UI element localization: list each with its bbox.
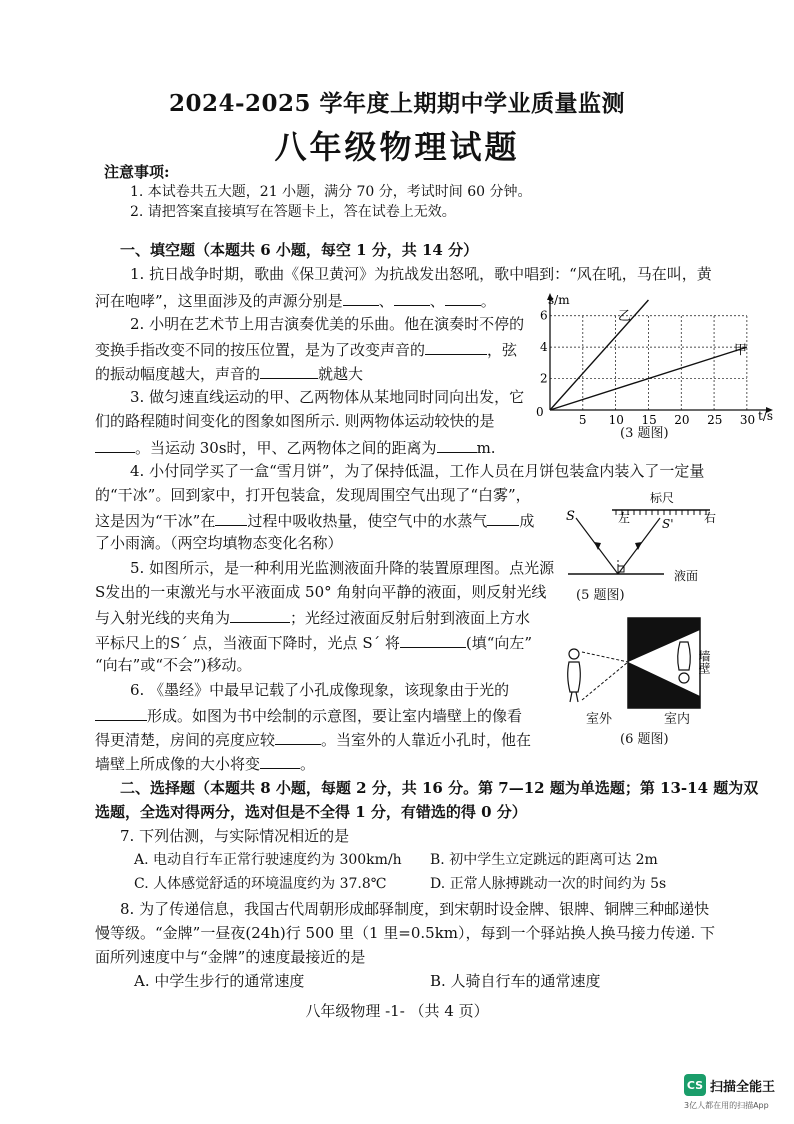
q6-text-a: 形成。如图为书中绘制的示意图，要让室内墙壁上的像看 — [147, 707, 523, 725]
q5-line3 — [95, 608, 530, 626]
q1-blank-3[interactable] — [445, 291, 481, 306]
q6-line3 — [95, 730, 531, 748]
q5-text-d: (填“向左” — [465, 634, 533, 652]
q8-line2: 慢等级。“金牌”一昼夜(24h)行 500 里（1 里=0.5km），每到一个驿站换人换马接力传递. 下 — [95, 924, 716, 942]
q5-line1: 5. 如图所示，是一种利用光监测液面升降的装置原理图。点光源 — [130, 559, 555, 577]
q6-line4 — [95, 754, 315, 772]
q1-text: 河在咆哮”，这里面涉及的声源分别是 — [95, 292, 343, 310]
fig3-xtick-label: 25 — [707, 413, 723, 427]
q2-blank-1[interactable] — [425, 340, 487, 355]
section1-heading: 一、填空题（本题共 6 小题，每空 1 分，共 14 分） — [120, 241, 479, 259]
fig3-ytick-label: 2 — [540, 371, 548, 386]
q1-blank-1[interactable] — [343, 291, 379, 306]
q1-sep-1: 、 — [378, 292, 394, 310]
q4-line3 — [95, 511, 534, 529]
q3-line1: 3. 做匀速直线运动的甲、乙两物体从某地同时同向出发，它 — [130, 388, 525, 406]
q5-text-a: 与入射光线的夹角为 — [95, 609, 231, 627]
q1-line2 — [95, 291, 496, 309]
exam-subtitle: 八年级物理试题 — [274, 128, 520, 166]
q6-blank-2[interactable] — [275, 730, 321, 745]
notice-heading: 注意事项: — [104, 163, 170, 181]
fig5-label-s-prime: S' — [662, 517, 674, 531]
section2-heading-1: 二、选择题（本题共 8 小题，每题 2 分，共 16 分。第 7—12 题为单选题；第 13-14 题为双 — [120, 779, 759, 797]
fig3-xlabel: t/s — [758, 409, 774, 423]
notice-item-1: 1. 本试卷共五大题，21 小题，满分 70 分，考试时间 60 分钟。 — [130, 184, 532, 200]
fig3-xtick-label: 20 — [674, 413, 690, 427]
q8-line1: 8. 为了传递信息，我国古代周朝形成邮驿制度，到宋朝时设金牌、银牌、铜牌三种邮递快 — [120, 900, 710, 918]
q8-line3: 面所列速度中与“金牌”的速度最接近的是 — [95, 948, 366, 966]
fig3-ytick-label: 4 — [540, 340, 548, 355]
q2-blank-2[interactable] — [260, 364, 318, 379]
q8-option-b[interactable]: B. 人骑自行车的通常速度 — [430, 972, 601, 990]
fig5-label-liquid: 液面 — [674, 569, 699, 583]
q3-line3 — [95, 438, 496, 456]
fig5-label-ruler: 标尺 — [650, 491, 675, 505]
scanner-logo-icon: CS — [684, 1074, 706, 1096]
q2-text-c: 的振动幅度越大，声音的 — [95, 365, 261, 383]
q5-line4 — [95, 633, 532, 651]
q4-blank-2[interactable] — [487, 511, 519, 526]
q2-line3 — [95, 364, 363, 382]
fig6-label-outside: 室外 — [586, 712, 613, 727]
page-footer: 八年级物理 -1- （共 4 页） — [305, 1002, 489, 1020]
scanner-tagline: 3亿人都在用的扫描App — [684, 1101, 769, 1110]
q6-line1: 6. 《墨经》中最早记载了小孔成像现象，该现象由于光的 — [130, 681, 510, 699]
q6-text-b: 得更清楚，房间的亮度应较 — [95, 731, 276, 749]
fig6-label-wall: 墙壁 — [697, 650, 711, 674]
q4-text-b: 过程中吸收热量，使空气中的水蒸气 — [247, 512, 488, 530]
q3-blank-1[interactable] — [95, 438, 135, 453]
q5-blank-1[interactable] — [230, 608, 290, 623]
q6-text-d: 墙壁上所成像的大小将变 — [95, 755, 261, 773]
q7-option-c[interactable]: C. 人体感觉舒适的环境温度约为 37.8℃ — [134, 876, 387, 892]
q2-line2 — [95, 340, 517, 358]
fig6-person-outside — [568, 649, 581, 702]
fig3-xtick-label: 10 — [608, 413, 624, 427]
fig3-series-jia-label: 甲 — [734, 343, 748, 358]
q1-end: 。 — [480, 292, 496, 310]
scanner-watermark — [684, 1074, 775, 1111]
q5-line5: “向右”或“不会”)移动。 — [95, 656, 252, 674]
q7-option-d[interactable]: D. 正常人脉搏跳动一次的时间约为 5s — [430, 876, 667, 892]
q7-stem: 7. 下列估测，与实际情况相近的是 — [120, 827, 350, 845]
fig6-diagram — [552, 612, 732, 712]
q4-text-a: 这是因为“干冰”在 — [95, 512, 216, 530]
q2-text-a: 变换手指改变不同的按压位置，是为了改变声音的 — [95, 341, 426, 359]
q6-text-c: 。当室外的人靠近小孔时，他在 — [321, 731, 532, 749]
q5-text-c: 平标尺上的S´ 点，当液面下降时，光点 S´ 将 — [95, 634, 400, 652]
fig3-xtick-label: 15 — [641, 413, 657, 427]
fig3-series-yi-label: 乙 — [618, 309, 632, 324]
q4-line4: 了小雨滴。（两空均填物态变化名称） — [95, 534, 343, 552]
fig3-chart — [526, 290, 776, 440]
q7-option-a[interactable]: A. 电动自行车正常行驶速度约为 300km/h — [134, 852, 402, 868]
q5-text-b: ；光经过液面反射后射到液面上方水 — [290, 609, 531, 627]
fig3-caption: (3 题图) — [620, 426, 669, 441]
fig5-caption: (5 题图) — [576, 588, 625, 603]
fig6-label-inside: 室内 — [664, 712, 691, 727]
fig3-xtick-label: 5 — [578, 413, 587, 427]
fig5-arrow-in — [594, 542, 601, 550]
q1-line1: 1. 抗日战争时期，歌曲《保卫黄河》为抗战发出怒吼，歌中唱到：“风在吼，马在叫，黄 — [130, 265, 712, 283]
fig6-caption: (6 题图) — [620, 732, 669, 747]
scanner-name: 扫描全能王 — [710, 1079, 776, 1095]
q6-line2 — [95, 706, 522, 724]
q2-text-b: ，弦 — [487, 341, 518, 359]
fig5-label-right: 右 — [704, 511, 717, 525]
notice-item-2: 2. 请把答案直接填写在答题卡上，答在试卷上无效。 — [130, 204, 456, 220]
q3-blank-2[interactable] — [437, 438, 477, 453]
q3-text-a: 。当运动 30s时，甲、乙两物体之间的距离为 — [135, 439, 437, 457]
fig5-arrow-out — [635, 542, 642, 550]
q4-line1: 4. 小付同学买了一盒“雪月饼”，为了保持低温，工作人员在月饼包装盒内装入了一定量 — [130, 462, 705, 480]
q6-blank-1[interactable] — [95, 706, 147, 721]
q2-line1: 2. 小明在艺术节上用吉演奏优美的乐曲。他在演奏时不停的 — [130, 315, 525, 333]
q4-blank-1[interactable] — [215, 511, 247, 526]
q5-line2: S发出的一束激光与水平液面成 50° 角射向平静的液面，则反射光线 — [95, 583, 547, 601]
q8-option-a[interactable]: A. 中学生步行的通常速度 — [134, 972, 305, 990]
fig5-diagram — [560, 488, 720, 588]
fig5-label-s: S — [566, 509, 575, 524]
fig3-origin: 0 — [536, 405, 544, 419]
fig3-series-line — [550, 300, 648, 410]
q7-option-b[interactable]: B. 初中学生立定跳远的距离可达 2m — [430, 852, 658, 868]
q1-sep-2: 、 — [429, 292, 445, 310]
fig6-ray-bottom — [582, 662, 628, 700]
q6-blank-3[interactable] — [260, 754, 300, 769]
fig3-ytick-label: 6 — [540, 308, 548, 323]
exam-title: 2024-2025 学年度上期期中学业质量监测 — [168, 90, 626, 117]
fig3-axes — [540, 293, 773, 427]
fig6-ray-top — [582, 652, 628, 662]
section2-heading-2: 选题，全选对得两分，选对但是不全得 1 分，有错选的得 0 分） — [95, 803, 527, 821]
fig5-label-left: 左 — [618, 511, 631, 525]
fig3-ylabel: s/m — [548, 293, 570, 307]
fig3-grid — [550, 316, 747, 410]
q4-line2: 的“干冰”。回到家中，打开包装盒，发现周围空气出现了“白雾”， — [95, 486, 531, 504]
q3-text-b: m. — [476, 439, 496, 457]
fig3-xtick-label: 30 — [739, 413, 756, 427]
q3-line2: 们的路程随时间变化的图象如图所示. 则两物体运动较快的是 — [95, 412, 495, 430]
q4-text-c: 成 — [519, 512, 535, 530]
q6-text-e: 。 — [300, 755, 316, 773]
q1-blank-2[interactable] — [394, 291, 430, 306]
q5-blank-2[interactable] — [400, 633, 466, 648]
q2-text-d: 就越大 — [318, 365, 364, 383]
